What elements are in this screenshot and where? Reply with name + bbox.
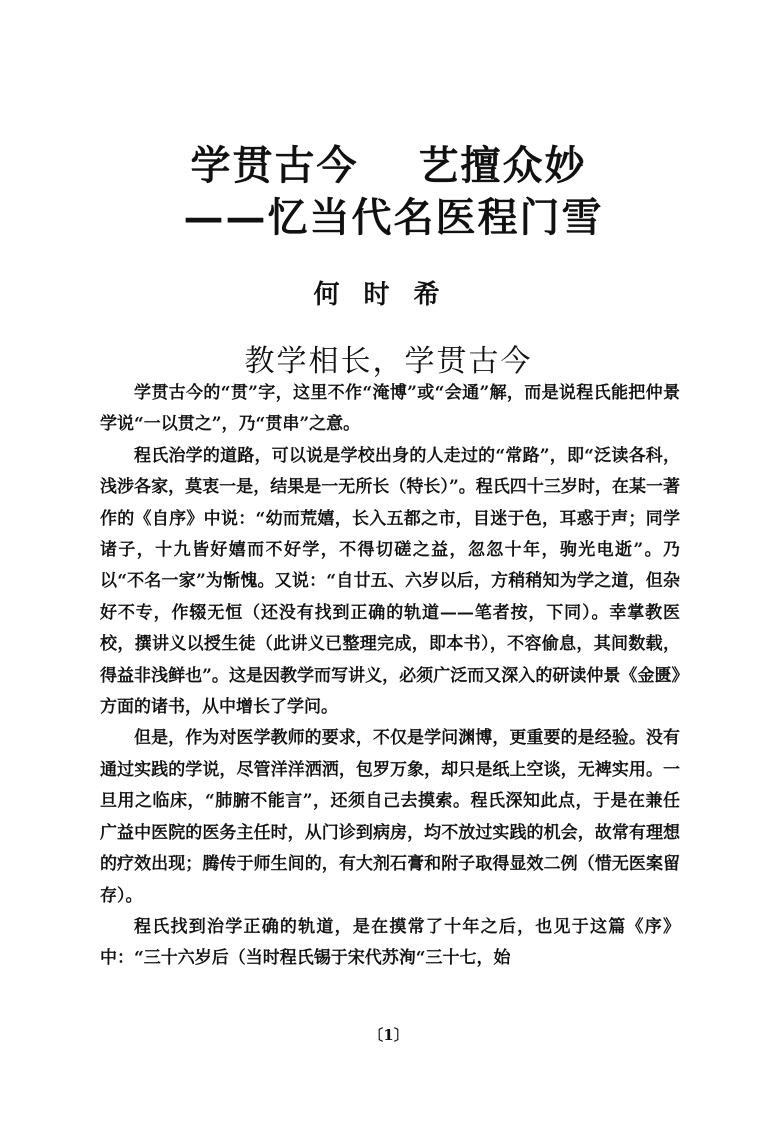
paragraph: 学贯古今的“贯”字，这里不作“淹博”或“会通”解，而是说程氏能把仲景学说“一以贯之”，乃“贯串”之意。 xyxy=(100,383,680,435)
page-number: 〔1〕 xyxy=(368,1026,409,1044)
section-heading: 教学相长，学贯古今 xyxy=(244,344,533,379)
paragraph: 程氏治学的道路，可以说是学校出身的人走过的“常路”，即“泛读各科，浅涉各家，莫衷一是，结果是一无所长（特长）”。程氏四十三岁时，在某一著作的《自序》中说：“幼而荒嬉，长入五都之市，目迷于色，耳惑于声；同学诸子，十九皆好嬉而不好学，不得切磋之益，忽忽十年，驹光电逝”。乃以“不名一家”为惭愧。又说：“自廿五、六岁以后，方稍稍知为学之道，但杂好不专，作辍无恒（还没有找到正确的轨道——笔者按，下同）。幸掌教医校，撰讲义以授生徒（此讲义已整理完成，即本书），不容偷息，其间数载，得益非浅鲜也”。这是因教学而写讲义，必须广泛而又深入的研读仲景《金匮》方面的诸书，从中增长了学问。 xyxy=(100,445,680,718)
paragraph: 但是，作为对医学教师的要求，不仅是学问渊博，更重要的是经验。没有通过实践的学说，尽管洋洋洒洒，包罗万象，却只是纸上空谈，无裨实用。一旦用之临床，“肺腑不能言”，还须自己去摸索。程氏深知此点，于是在兼任广益中医院的医务主任时，从门诊到病房，均不放过实践的机会，故常有理想的疗效出现；腾传于师生间的，有大剂石膏和附子取得显效二例（惜无医案留存）。 xyxy=(100,728,680,906)
subtitle: ——忆当代名医程门雪 xyxy=(183,194,604,241)
title-block xyxy=(0,140,777,244)
title-part-1: 学贯古今 xyxy=(190,142,359,189)
author-name: 何时希 xyxy=(313,280,464,310)
body-text xyxy=(100,378,680,975)
main-title xyxy=(0,140,777,192)
paragraph: 程氏找到治学正确的轨道，是在摸常了十年之后，也见于这篇《序》中：“三十六岁后（当时程氏锡于宋代苏洵“三十七，始 xyxy=(100,916,680,969)
title-part-2: 艺擅众妙 xyxy=(418,142,587,189)
